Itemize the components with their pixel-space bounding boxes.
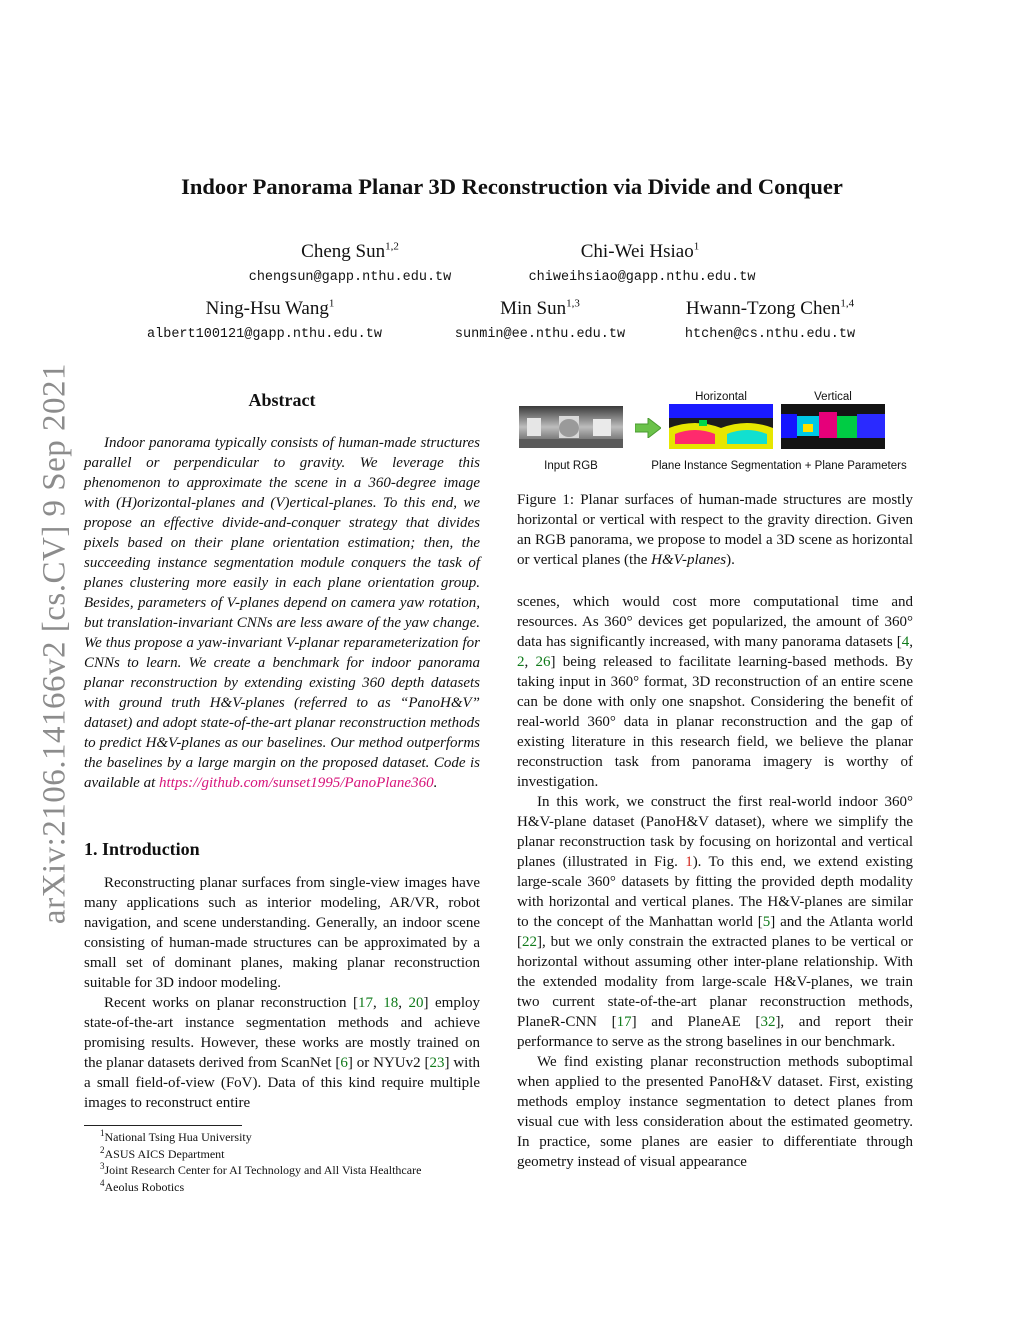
figure-1 (517, 390, 917, 480)
right-column-text (517, 592, 913, 1172)
code-link[interactable]: https://github.com/sunset1995/PanoPlane360 (159, 775, 434, 791)
arrow-right-icon (635, 418, 661, 438)
right-paragraph-2: In this work, we construct the first real-world indoor 360° H&V-plane dataset (PanoH&V dataset), where we simplify the planar reconstruction task by focusing on horizontal and vertical planes (illustrated in Fig. 1). To this end, we extend existing large-scale 360° datasets by fitting the provided depth modality with horizontal and vertical planes. The H&V-planes are similar to the concept of the Manhattan world [5] and the Atlanta world [22], but we only constrain the extracted planes to be vertical or horizontal without assuming other inter-plane relationship. With the extended modality from large-scale H&V-planes, we train two current state-of-the-art planar reconstruction methods, PlaneR-CNN [17] and PlaneAE [32], and report their performance to serve as the strong baselines in our benchmark. (517, 794, 914, 1050)
input-panorama-image (519, 406, 623, 448)
footnotes (100, 1129, 480, 1195)
email-cheng-sun[interactable]: chengsun@gapp.nthu.edu.tw (248, 270, 452, 285)
vertical-planes-image (781, 404, 885, 449)
footnote-2: $^2$ASUS AICS Department (100, 1144, 225, 1161)
citation-link[interactable]: 18 (383, 995, 399, 1011)
citation-link[interactable]: 17 (358, 995, 374, 1011)
citation-link[interactable]: 6 (340, 1055, 348, 1071)
citation-link[interactable]: 4 (901, 634, 910, 650)
footnote-rule (84, 1125, 242, 1126)
email-min-sun[interactable]: sunmin@ee.nthu.edu.tw (454, 327, 626, 342)
citation-link[interactable]: 23 (429, 1055, 445, 1071)
vertical-label: Vertical (814, 391, 852, 403)
paper-title: Indoor Panorama Planar 3D Reconstruction via Divide and Conquer (181, 174, 843, 199)
arxiv-identifier: arXiv:2106.14166v2 [cs.CV] 9 Sep 2021 (36, 362, 73, 925)
author-chi-wei-hsiao: Chi-Wei Hsiao$^1$ (580, 240, 700, 262)
intro-paragraph-2: Recent works on planar reconstruction [17, 18, 20] employ state-of-the-art instance segmentation methods and achieve promising results. However, these works are mostly trained on the planar datasets derived from ScanNet [6] or NYUv2 [23] with a small field-of-view (FoV). Data of this kind require multiple images to reconstruct entire (84, 995, 481, 1111)
intro-paragraph-1: Reconstructing planar surfaces from single-view images have many applications such as interior modeling, AR/VR, robot navigation, and scene understanding. Generally, an indoor scene consisting of human-made structures can be approximated by a small set of dominant planes, making planar reconstruction suitable for 3D indoor modeling. (84, 875, 480, 991)
author-ning-hsu-wang: Ning-Hsu Wang$^1$ (205, 297, 335, 319)
footnote-3: $^3$Joint Research Center for AI Technology and All Vista Healthcare (100, 1161, 422, 1177)
footnote-4: $^4$Aeolus Robotics (100, 1177, 185, 1194)
abstract-body: Indoor panorama typically consists of human-made structures parallel or perpendicular to gravity. We leverage this phenomenon to approximate the scene in a 360-degree image with (H)orizontal-planes and (V)ertical-planes. To this end, we propose an effective divide-and-conquer strategy that divides pixels based on their plane orientation estimation; then, the succeeding instance segmentation module conquers the task of planes clustering more easily in each plane orientation group. Besides, parameters of V-planes depend on camera yaw rotation, but translation-invariant CNNs are less aware of the yaw change. We thus propose a yaw-invariant V-planar reparameterization for CNNs to learn. We create a benchmark for indoor panorama planar reconstruction by extending existing 360 depth datasets with ground truth H&V-planes (referred to as “PanoH&V” dataset) and adopt state-of-the-art planar reconstruction methods to predict H&V-planes as our baselines. Our method outperforms the baselines by a large margin on the proposed dataset. Code is available at https://github.com/sunset1995/PanoPlane360. (84, 435, 480, 791)
citation-link[interactable]: 26 (535, 654, 551, 670)
email-hwann-tzong-chen[interactable]: htchen@cs.nthu.edu.tw (684, 327, 856, 342)
abstract-heading: Abstract (248, 390, 316, 410)
citation-link[interactable]: 5 (762, 914, 771, 930)
author-cheng-sun: Cheng Sun$^{1,2}$ (301, 240, 399, 262)
author-hwann-tzong-chen: Hwann-Tzong Chen$^{1,4}$ (685, 297, 855, 319)
figure-reference-link[interactable]: 1 (685, 854, 693, 870)
horizontal-planes-image (669, 404, 773, 449)
intro-text (84, 873, 480, 1113)
author-min-sun: Min Sun$^{1,3}$ (500, 297, 580, 319)
citation-link[interactable]: 22 (522, 934, 537, 950)
citation-link[interactable]: 20 (408, 995, 424, 1011)
email-ning-hsu-wang[interactable]: albert100121@gapp.nthu.edu.tw (147, 327, 382, 342)
input-rgb-label: Input RGB (544, 460, 598, 472)
section-introduction-heading: 1. Introduction (84, 839, 200, 859)
citation-link[interactable]: 17 (616, 1014, 632, 1030)
output-label: Plane Instance Segmentation + Plane Parameters (651, 460, 907, 472)
citation-link[interactable]: 2 (517, 654, 525, 670)
email-chi-wei-hsiao[interactable]: chiweihsiao@gapp.nthu.edu.tw (528, 270, 756, 285)
horizontal-label: Horizontal (695, 391, 747, 403)
right-paragraph-1: scenes, which would cost more computational time and resources. As 360° devices get popularized, the amount of 360° data has significantly increased, with many panorama datasets [4, 2, 26] being released to facilitate learning-based methods. By taking input in 360° format, 3D reconstruction of an entire scene can be done with only one snapshot. Considering the benefit of real-world 360° data in planar reconstruction and the gap of existing literature in this research field, we believe the planar reconstruction task from panorama imagery is worthy of investigation. (517, 594, 914, 790)
citation-link[interactable]: 32 (760, 1014, 776, 1030)
right-paragraph-3: We find existing planar reconstruction methods suboptimal when applied to the presented PanoH&V dataset. First, existing methods employ instance segmentation to detect planes from visual cue with less consideration about the estimated geometry. In practice, some planes are easier to differentiate through geometry instead of visual appearance (517, 1054, 913, 1170)
figure-1-caption: Figure 1: Planar surfaces of human-made structures are mostly horizontal or vertical with respect to the gravity direction. Given an RGB panorama, we propose to model a 3D scene as horizontal or vertical planes (the H&V-planes). (517, 492, 913, 568)
footnote-1: $^1$National Tsing Hua University (100, 1128, 252, 1144)
